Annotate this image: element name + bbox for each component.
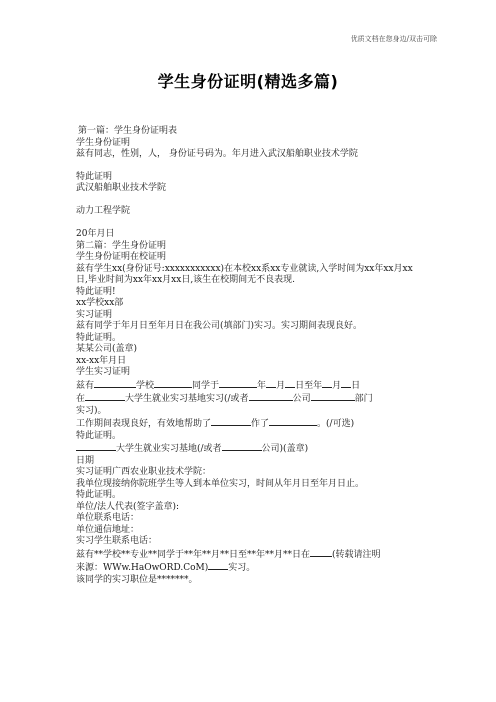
text-segment: 兹有 xyxy=(76,380,95,391)
fill-in-line xyxy=(76,379,422,393)
blank-underline xyxy=(94,379,136,388)
paragraph-line: 武汉船舶职业技术学院 xyxy=(76,183,167,193)
paragraph-line: 日期 xyxy=(76,455,95,466)
fill-in-line xyxy=(76,442,422,456)
text-segment: (转载请注明 xyxy=(332,549,381,560)
blank-underline xyxy=(311,392,355,401)
blank-underline xyxy=(269,417,317,426)
blank-underline xyxy=(341,379,351,388)
blank-underline xyxy=(85,392,125,401)
text-segment: 作了 xyxy=(251,419,270,429)
paragraph-line: 我单位现接纳你院班学生等人到本单位实习，时间从年月日至年月日止。 xyxy=(76,478,365,489)
blank-underline xyxy=(211,417,251,426)
text-segment: 大学生就业实习基地实习(/或者 xyxy=(125,394,249,404)
paragraph-line: 该同学的实习职位是*******。 xyxy=(76,574,198,585)
text-segment: 部门 xyxy=(354,394,373,404)
text-segment: 兹有**学校**专业**同学于**年**月**日至**年**月**日在 xyxy=(76,549,311,560)
paragraph-line: 学生实习证明 xyxy=(76,367,131,377)
paragraph-line: 某某公司(盖章) xyxy=(76,344,138,354)
paragraph-line: 学生身份证明 xyxy=(76,137,131,148)
paragraph-line: 特此证明! xyxy=(76,286,116,297)
text-segment: 。(/可选) xyxy=(317,419,355,429)
paragraph-line: xx-xx年月日 xyxy=(76,355,127,366)
blank-underline xyxy=(266,379,276,388)
text-segment: 日 xyxy=(351,380,361,391)
fill-in-line xyxy=(76,417,422,431)
fill-in-line xyxy=(76,548,422,562)
paragraph-line: 特此证明。 xyxy=(76,490,122,500)
blank-underline xyxy=(76,442,116,451)
text-segment: 日至年 xyxy=(295,380,323,391)
paragraph-line: 特此证明。 xyxy=(76,430,122,441)
part1-heading: 第一篇：学生身份证明表 xyxy=(78,126,178,136)
paragraph-line: 特此证明 xyxy=(76,171,113,182)
text-segment: 工作期间表现良好，有效地帮助了 xyxy=(76,419,212,429)
text-segment: 月 xyxy=(276,380,286,391)
blank-underline xyxy=(310,548,332,557)
part2-heading: 第二篇：学生身份证明 xyxy=(76,240,167,251)
blank-underline xyxy=(285,379,295,388)
paragraph-line: 兹有同志，性别，人， 身份证号码为。年月进入武汉船舶职业技术学院 xyxy=(76,149,358,159)
text-segment: 公司 xyxy=(292,394,311,404)
paragraph-line: 兹有学生xx(身份证号:xxxxxxxxxxx)在本校xx系xx专业就读,入学时间为xx年xx月xx日,毕业时间为xx年xx月xx日,该生在校期间无不良表现. xyxy=(76,263,413,285)
paragraph-line: 实习学生联系电话： xyxy=(76,536,158,546)
blank-underline xyxy=(249,392,293,401)
blank-underline xyxy=(154,379,192,388)
blank-underline xyxy=(222,442,262,451)
blank-underline xyxy=(208,561,228,570)
text-segment: 同学于 xyxy=(192,380,220,391)
paragraph-line: 实习证明广西农业职业技术学院： xyxy=(76,467,212,477)
document-body xyxy=(76,126,422,586)
text-segment: 月 xyxy=(332,380,342,391)
paragraph-line: 20年月日 xyxy=(76,229,115,239)
text-segment: 在 xyxy=(76,394,86,404)
paragraph-line: 实习证明 xyxy=(76,309,113,320)
fill-in-line xyxy=(76,392,422,406)
paragraph-line: 兹有同学于年月日至年月日在我公司(填部门)实习。实习期间表现良好。 xyxy=(76,321,363,331)
paragraph-line: 实习)。 xyxy=(76,405,107,416)
blank-underline xyxy=(322,379,332,388)
paragraph-line: 单位通信地址： xyxy=(76,524,140,535)
text-segment: 大学生就业实习基地(/或者 xyxy=(116,444,222,454)
document-title: 学生身份证明(精选多篇) xyxy=(157,72,339,91)
text-segment: 学校 xyxy=(136,380,155,391)
text-segment: 年 xyxy=(257,380,267,391)
paragraph-line: 单位/法人代表(签字盖章): xyxy=(76,501,180,512)
paragraph-line: 单位联系电话： xyxy=(76,513,140,523)
paragraph-line: 特此证明。 xyxy=(76,332,122,343)
paragraph-line: xx学校xx部 xyxy=(76,298,124,308)
header-note: 优质文档在您身边/双击可除 xyxy=(350,35,437,43)
paragraph-line: 学生身份证明在校证明 xyxy=(76,252,167,262)
blank-underline xyxy=(219,379,257,388)
paragraph-line: 动力工程学院 xyxy=(76,205,131,216)
text-segment: 来源：WWw.HaOwORD.CoM) xyxy=(76,563,209,573)
text-segment: 实习。 xyxy=(228,563,256,573)
fill-in-line xyxy=(76,561,422,575)
text-segment: 公司)(盖章) xyxy=(261,444,309,454)
